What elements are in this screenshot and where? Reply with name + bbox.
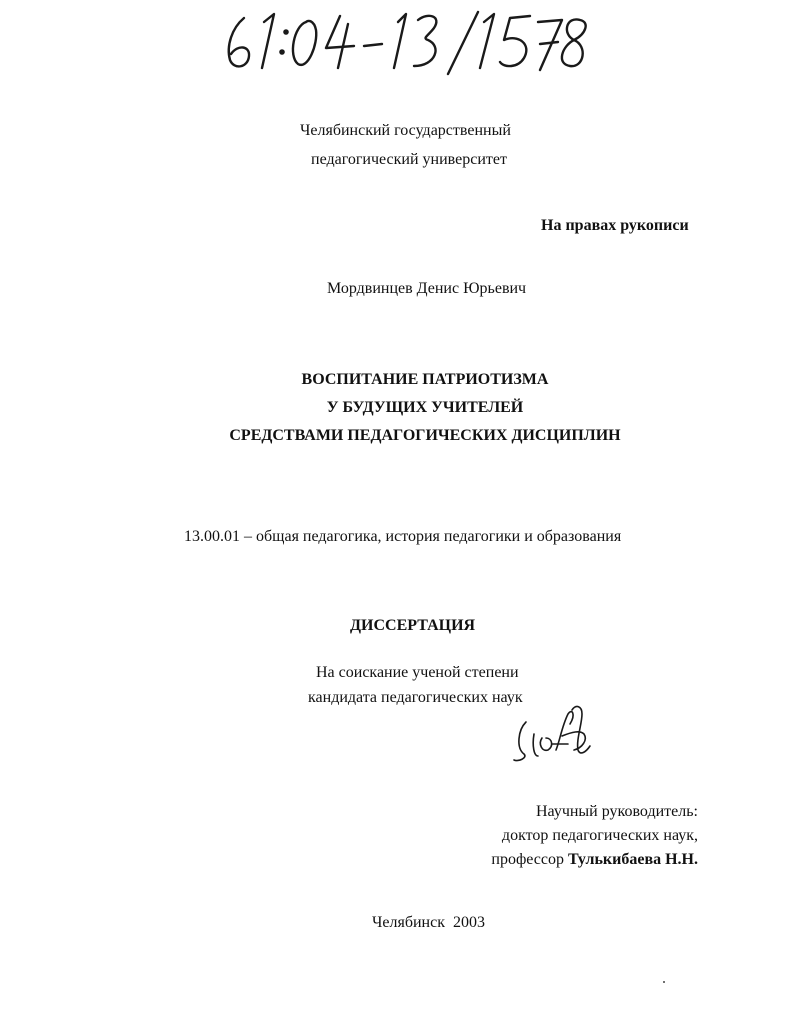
- title-line3: СРЕДСТВАМИ ПЕДАГОГИЧЕСКИХ ДИСЦИПЛИН: [229, 427, 621, 444]
- scan-speck: [663, 981, 665, 983]
- supervisor-block: [491, 800, 698, 872]
- handwritten-archive-code: [222, 8, 597, 78]
- university-name-line1: Челябинский государственный: [300, 122, 511, 139]
- handwritten-code-drawing: [222, 8, 597, 78]
- place-and-year: Челябинск 2003: [372, 914, 485, 931]
- signature-drawing: [512, 700, 594, 766]
- supervisor-rank: профессор: [491, 851, 565, 868]
- title-line1: ВОСПИТАНИЕ ПАТРИОТИЗМА: [301, 371, 549, 388]
- supervisor-name: Тулькибаева Н.Н.: [568, 851, 698, 868]
- specialty-code: 13.00.01 – общая педагогика, история педагогики и образования: [184, 528, 622, 545]
- author-name: Мордвинцев Денис Юрьевич: [327, 280, 527, 297]
- manuscript-note: На правах рукописи: [541, 217, 689, 234]
- dissertation-title: [180, 366, 670, 450]
- university-name-line2: педагогический университет: [311, 151, 507, 168]
- title-line2: У БУДУЩИХ УЧИТЕЛЕЙ: [326, 399, 524, 416]
- document-type: ДИССЕРТАЦИЯ: [350, 617, 476, 634]
- supervisor-rank-name-row: [491, 848, 698, 872]
- supervisor-credentials: доктор педагогических наук,: [501, 827, 698, 844]
- degree-line2: кандидата педагогических наук: [308, 689, 523, 706]
- degree-line1: На соискание ученой степени: [316, 664, 519, 681]
- handwritten-signature: [512, 700, 594, 766]
- supervisor-label: Научный руководитель:: [535, 803, 698, 820]
